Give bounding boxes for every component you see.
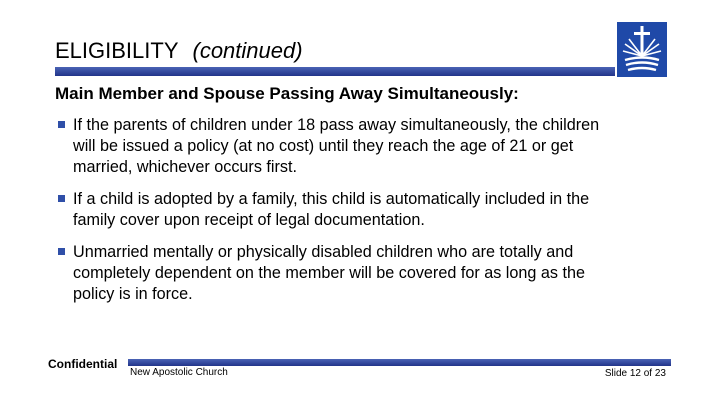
bullet-text: Unmarried mentally or physically disabled children who are totally and completely dependent on the member will be covered for as long as the policy is in force. (73, 243, 586, 303)
bullet-text: If the parents of children under 18 pass away simultaneously, the children will be issued a policy (at no cost) until they reach the age of 21 or get married, whichever occurs first. (73, 116, 600, 176)
square-bullet-icon (58, 121, 65, 128)
title-main: ELIGIBILITY (55, 38, 179, 63)
title-divider (55, 67, 615, 76)
title-subtitle: (continued) (192, 38, 303, 63)
slide-number: Slide 12 of 23 (604, 368, 666, 379)
section-heading: Main Member and Spouse Passing Away Simultaneously: (55, 84, 519, 103)
confidential-label: Confidential (48, 357, 118, 371)
footer-divider (128, 359, 671, 366)
cross-sunrise-logo-icon (617, 22, 667, 77)
bullet-item (58, 189, 618, 231)
bullet-text: If a child is adopted by a family, this child is automatically included in the family cover upon receipt of legal documentation. (73, 190, 590, 229)
bullet-item (58, 242, 618, 305)
square-bullet-icon (58, 248, 65, 255)
organization-name: New Apostolic Church (130, 367, 228, 378)
square-bullet-icon (58, 195, 65, 202)
bullet-item (58, 115, 618, 178)
bullet-list (58, 115, 618, 316)
slide-title (55, 38, 303, 64)
